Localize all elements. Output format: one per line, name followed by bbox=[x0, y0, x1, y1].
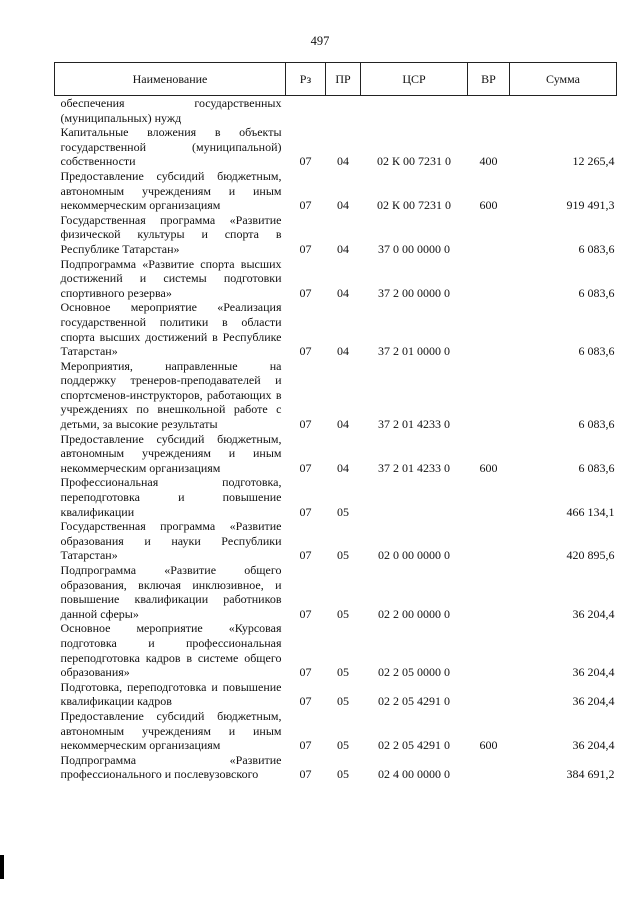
header-name: Наименование bbox=[55, 63, 286, 96]
table-row bbox=[55, 359, 617, 432]
row-rz: 07 bbox=[299, 285, 312, 300]
row-csr: 37 2 00 0000 0 bbox=[378, 285, 450, 300]
row-sum: 6 083,6 bbox=[578, 344, 615, 359]
row-pr: 05 bbox=[337, 665, 349, 680]
row-csr: 37 2 01 4233 0 bbox=[378, 417, 450, 432]
header-pr: ПР bbox=[326, 63, 361, 96]
table-row bbox=[55, 753, 617, 782]
row-rz: 07 bbox=[299, 344, 312, 359]
table-row bbox=[55, 709, 617, 753]
row-vr bbox=[468, 519, 510, 563]
row-name: Предоставление субсидий бюджетным, автономным учреждениям и иным некоммерческим организациям bbox=[60, 431, 282, 475]
row-name: Основное мероприятие «Реализация государственной политики в области спорта высших достижений в Республике Татарстан» bbox=[60, 300, 282, 359]
row-csr: 02 К 00 7231 0 bbox=[376, 198, 451, 213]
row-csr: 02 2 05 0000 0 bbox=[378, 665, 450, 680]
table-row bbox=[55, 169, 617, 213]
row-pr: 04 bbox=[337, 417, 349, 432]
row-name: обеспечения государственных (муниципальных) нужд bbox=[60, 96, 282, 125]
row-pr: 04 bbox=[337, 198, 349, 213]
row-rz: 07 bbox=[299, 738, 312, 753]
table-row bbox=[55, 257, 617, 301]
row-csr: 02 2 05 4291 0 bbox=[378, 738, 450, 753]
row-pr: 04 bbox=[337, 285, 349, 300]
row-pr: 04 bbox=[337, 460, 349, 475]
table-row bbox=[55, 475, 617, 519]
row-vr bbox=[468, 621, 510, 679]
row-vr bbox=[468, 563, 510, 621]
row-pr: 05 bbox=[337, 548, 349, 563]
table-row bbox=[55, 563, 617, 621]
row-csr: 37 0 00 0000 0 bbox=[378, 241, 450, 256]
row-name: Предоставление субсидий бюджетным, автономным учреждениям и иным некоммерческим организациям bbox=[60, 708, 282, 753]
row-pr: 05 bbox=[337, 738, 349, 753]
row-sum: 420 895,6 bbox=[566, 548, 615, 563]
row-name: Основное мероприятие «Курсовая подготовка и профессиональная переподготовка кадров в системе общего образования» bbox=[60, 621, 282, 680]
row-csr bbox=[361, 475, 468, 519]
row-csr: 02 0 00 0000 0 bbox=[378, 548, 450, 563]
table-row bbox=[55, 621, 617, 679]
row-name: Предоставление субсидий бюджетным, автономным учреждениям и иным некоммерческим организациям bbox=[60, 168, 282, 213]
row-sum: 6 083,6 bbox=[578, 285, 615, 300]
row-sum: 919 491,3 bbox=[566, 198, 615, 213]
row-pr: 04 bbox=[337, 154, 349, 169]
row-csr: 02 К 00 7231 0 bbox=[376, 154, 451, 169]
row-name: Мероприятия, направленные на поддержку тренеров-преподавателей и спортсменов-инструкторов, работающих в учреждениях по внешкольной работе с детьми, за высокие результаты bbox=[60, 358, 282, 432]
row-vr bbox=[468, 300, 510, 358]
row-rz: 07 bbox=[299, 241, 312, 256]
row-vr: 400 bbox=[479, 154, 498, 169]
row-sum: 466 134,1 bbox=[566, 504, 615, 519]
header-csr: ЦСР bbox=[361, 63, 468, 96]
row-vr bbox=[468, 753, 510, 782]
row-pr: 05 bbox=[337, 694, 349, 709]
table-header bbox=[55, 63, 617, 96]
row-rz: 07 bbox=[299, 198, 312, 213]
header-vr: ВР bbox=[468, 63, 510, 96]
row-sum: 6 083,6 bbox=[578, 460, 615, 475]
row-name: Государственная программа «Развитие физической культуры и спорта в Республике Татарстан» bbox=[60, 212, 282, 256]
row-csr: 02 2 05 4291 0 bbox=[378, 694, 450, 709]
page-number: 497 bbox=[310, 34, 330, 48]
row-csr: 37 2 01 0000 0 bbox=[378, 344, 450, 359]
row-vr: 600 bbox=[479, 460, 498, 475]
row-csr: 37 2 01 4233 0 bbox=[378, 460, 450, 475]
scan-margin-mark bbox=[0, 855, 4, 879]
row-csr bbox=[361, 96, 468, 126]
row-sum: 36 204,4 bbox=[572, 665, 615, 680]
row-sum: 384 691,2 bbox=[566, 767, 615, 782]
row-rz: 07 bbox=[299, 767, 312, 782]
row-csr: 02 4 00 0000 0 bbox=[378, 767, 450, 782]
row-sum: 36 204,4 bbox=[572, 694, 615, 709]
row-rz: 07 bbox=[299, 154, 312, 169]
row-vr bbox=[468, 257, 510, 301]
row-csr: 02 2 00 0000 0 bbox=[378, 606, 450, 621]
row-rz: 07 bbox=[299, 417, 312, 432]
row-name: Государственная программа «Развитие образования и науки Республики Татарстан» bbox=[60, 519, 282, 563]
row-pr: 05 bbox=[337, 767, 349, 782]
row-pr: 05 bbox=[337, 606, 349, 621]
row-name: Капитальные вложения в объекты государственной (муниципальной) собственности bbox=[60, 125, 282, 169]
row-sum: 12 265,4 bbox=[572, 154, 615, 169]
row-sum: 6 083,6 bbox=[578, 417, 615, 432]
row-name: Подпрограмма «Развитие общего образования, включая инклюзивное, и повышение квалификации работников данной сферы» bbox=[60, 563, 282, 621]
row-rz: 07 bbox=[299, 665, 312, 680]
row-rz: 07 bbox=[299, 460, 312, 475]
row-sum: 36 204,4 bbox=[572, 606, 615, 621]
row-sum bbox=[510, 96, 617, 126]
row-name: Подпрограмма «Развитие профессионального и послевузовского bbox=[60, 752, 282, 782]
row-rz: 07 bbox=[299, 548, 312, 563]
row-rz: 07 bbox=[299, 504, 312, 519]
header-rz: Рз bbox=[286, 63, 326, 96]
table-row bbox=[55, 519, 617, 563]
table-row bbox=[55, 680, 617, 709]
row-vr bbox=[468, 213, 510, 257]
table-row bbox=[55, 213, 617, 257]
row-rz: 07 bbox=[299, 606, 312, 621]
row-name: Подпрограмма «Развитие спорта высших достижений и системы подготовки спортивного резерва» bbox=[60, 256, 282, 300]
row-vr bbox=[468, 96, 510, 126]
row-sum: 6 083,6 bbox=[578, 241, 615, 256]
row-pr bbox=[326, 96, 361, 126]
header-sum: Сумма bbox=[510, 63, 617, 96]
row-rz bbox=[286, 96, 326, 126]
row-pr: 04 bbox=[337, 241, 349, 256]
row-vr: 600 bbox=[479, 738, 498, 753]
row-pr: 04 bbox=[337, 344, 349, 359]
table-row bbox=[55, 96, 617, 126]
row-name: Профессиональная подготовка, переподготовка и повышение квалификации bbox=[60, 475, 282, 519]
row-vr bbox=[468, 359, 510, 432]
budget-table bbox=[54, 62, 617, 782]
row-vr bbox=[468, 475, 510, 519]
row-vr bbox=[468, 680, 510, 709]
table-row bbox=[55, 300, 617, 358]
row-sum: 36 204,4 bbox=[572, 738, 615, 753]
row-pr: 05 bbox=[337, 504, 349, 519]
row-rz: 07 bbox=[299, 694, 312, 709]
table-row bbox=[55, 432, 617, 476]
table-row bbox=[55, 125, 617, 169]
row-vr: 600 bbox=[479, 198, 498, 213]
row-name: Подготовка, переподготовка и повышение квалификации кадров bbox=[60, 679, 282, 709]
